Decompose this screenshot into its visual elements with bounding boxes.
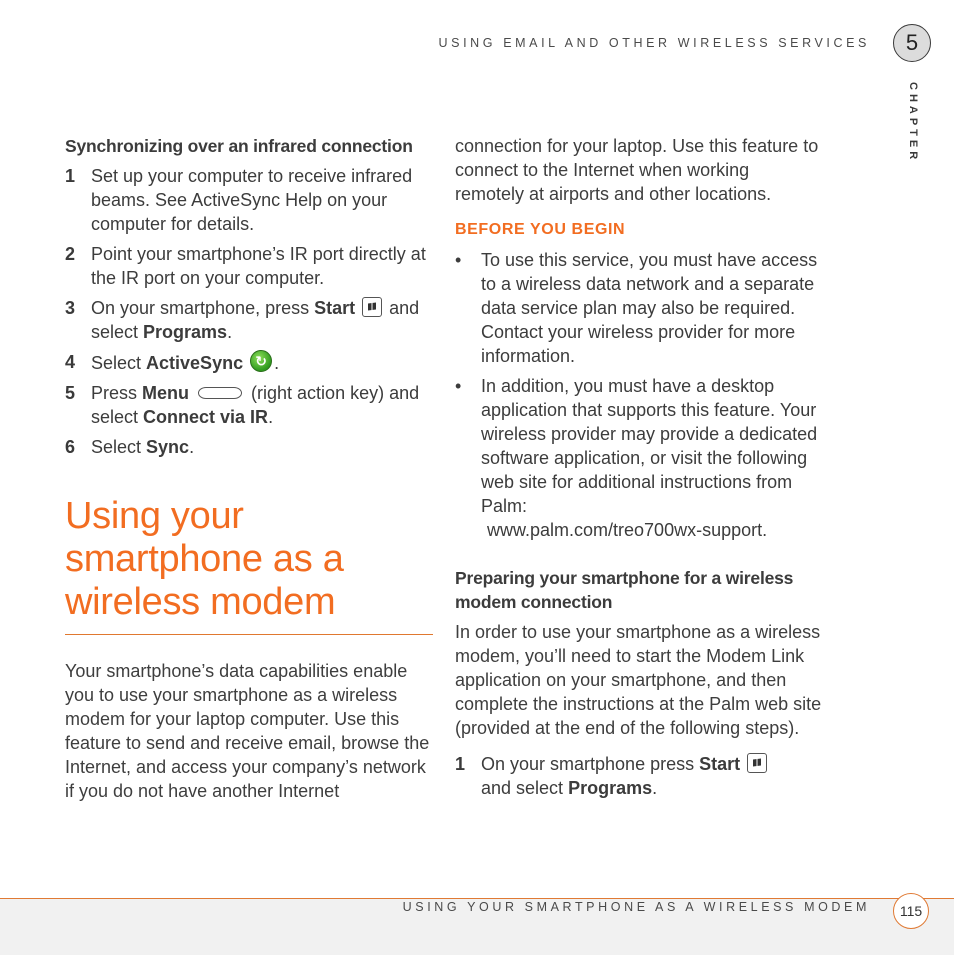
requirements-list	[455, 248, 823, 542]
title-divider	[65, 634, 433, 635]
intro-continuation: connection for your laptop. Use this feature to connect to the Internet when working remotely at airports and other locations.	[455, 136, 819, 204]
step-number: 3	[65, 298, 76, 318]
step-number: 5	[65, 383, 76, 403]
bullet-text-part: In addition, you must have a desktop application that supports this feature. Your wireless provider may provide a dedicated software application, or visit the following web site for additional instructions from Palm:	[481, 376, 818, 516]
chapter-label: CHAPTER	[907, 82, 919, 164]
list-item	[65, 435, 433, 459]
step-text-part: Select	[91, 353, 147, 373]
activesync-label: ActiveSync	[146, 353, 244, 373]
step-text-part: .	[268, 407, 274, 427]
step-text-part: and select	[481, 778, 569, 798]
step-number: 1	[455, 754, 466, 774]
bullet-text: To use this service, you must have access to a wireless data network and a separate data service plan may also be required. Contact your wireless provider for more information.	[481, 250, 818, 366]
step-text-part: Press	[91, 383, 143, 403]
step-text-part: .	[189, 437, 195, 457]
step-text-part: and select	[91, 298, 420, 342]
intro-paragraph: Your smartphone’s data capabilities enable you to use your smartphone as a wireless modem for your laptop computer. Use this feature to send and receive email, browse the Internet, and access your company’s network if you do not have another Internet	[65, 661, 430, 801]
menu-label: Menu	[142, 383, 190, 403]
list-item	[65, 164, 433, 236]
step-text	[91, 296, 433, 344]
menu-key-icon	[198, 387, 242, 399]
bullet: •	[455, 250, 462, 270]
list-item	[455, 374, 823, 542]
chapter-number-badge: 5	[893, 24, 931, 62]
bullet: •	[455, 376, 462, 396]
support-url-link[interactable]: www.palm.com/treo700wx-support.	[487, 520, 768, 540]
windows-start-icon	[747, 753, 767, 773]
step-number: 6	[65, 437, 76, 457]
list-item	[455, 248, 823, 368]
windows-start-icon	[362, 297, 382, 317]
modem-prep-paragraph: In order to use your smartphone as a wireless modem, you’ll need to start the Modem Link application on your smartphone, and then complete the instructions at the Palm web site (provided at the end of the following steps).	[455, 622, 822, 738]
step-text-part: Select	[91, 437, 147, 457]
footer-running-title: USING YOUR SMARTPHONE AS A WIRELESS MODEM	[402, 900, 870, 914]
running-head: USING EMAIL AND OTHER WIRELESS SERVICES	[438, 36, 870, 50]
step-text-part: .	[652, 778, 658, 798]
step-text-part: .	[274, 353, 280, 373]
before-you-begin-heading: BEFORE YOU BEGIN	[455, 221, 626, 238]
right-column	[455, 134, 823, 806]
step-number: 2	[65, 244, 76, 264]
step-text	[91, 435, 433, 459]
start-label: Start	[314, 298, 356, 318]
step-number: 4	[65, 352, 76, 372]
activesync-icon	[250, 350, 272, 372]
left-column	[65, 134, 433, 803]
step-text-part: (right action key) and select	[91, 383, 420, 427]
list-item	[65, 296, 433, 344]
step-text	[91, 381, 433, 429]
section-title: Using your smartphone as a wireless modem	[65, 495, 344, 623]
programs-label: Programs	[568, 778, 653, 798]
infrared-steps	[65, 164, 433, 459]
list-item	[65, 242, 433, 290]
step-text	[91, 350, 433, 375]
subhead-modem-prep: Preparing your smartphone for a wireless modem connection	[455, 568, 794, 612]
connect-via-ir-label: Connect via IR	[143, 407, 269, 427]
list-item	[455, 752, 823, 800]
step-text	[481, 752, 823, 800]
step-text-part: .	[227, 322, 233, 342]
step-text: Point your smartphone’s IR port directly at the IR port on your computer.	[91, 244, 426, 288]
list-item	[65, 350, 433, 375]
bullet-text	[481, 374, 823, 542]
page-number-badge: 115	[893, 893, 929, 929]
list-item	[65, 381, 433, 429]
sync-label: Sync	[146, 437, 190, 457]
subhead-infrared: Synchronizing over an infrared connection	[65, 136, 413, 156]
step-text: Set up your computer to receive infrared beams. See ActiveSync Help on your computer for details.	[91, 166, 413, 234]
step-text-part: On your smartphone, press	[91, 298, 315, 318]
modem-steps	[455, 752, 823, 800]
step-text-part: On your smartphone press	[481, 754, 700, 774]
step-number: 1	[65, 166, 76, 186]
start-label: Start	[699, 754, 741, 774]
programs-label: Programs	[143, 322, 228, 342]
